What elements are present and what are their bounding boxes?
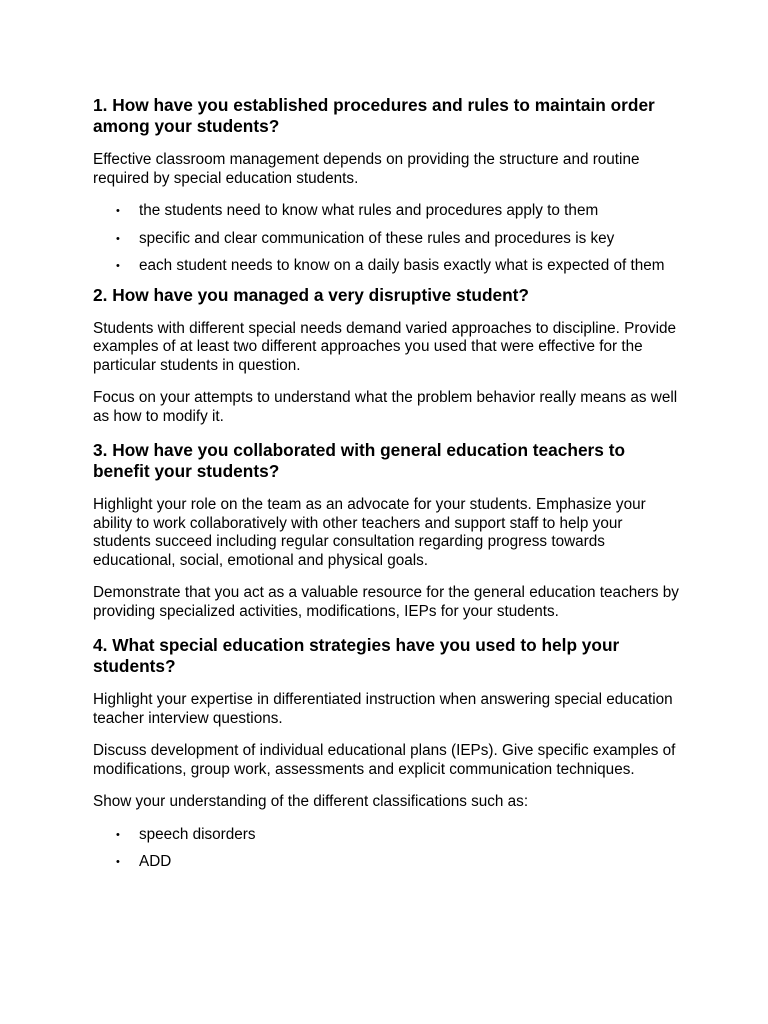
paragraph: Discuss development of individual educational plans (IEPs). Give specific examples of modifications, group work, assessments and explicit communication techniques. xyxy=(93,742,676,778)
paragraph: Focus on your attempts to understand what the problem behavior really means as well as how to modify it. xyxy=(93,389,678,425)
list-item xyxy=(93,257,683,276)
bullet-icon: • xyxy=(116,260,120,272)
section-heading: 3. How have you collaborated with general education teachers to benefit your students? xyxy=(93,440,626,481)
list-item-text: speech disorders xyxy=(139,825,256,843)
list-item xyxy=(93,202,683,221)
list-item xyxy=(93,826,683,845)
list-item-text: the students need to know what rules and procedures apply to them xyxy=(139,202,599,219)
section-heading: 2. How have you managed a very disruptive student? xyxy=(93,284,529,305)
paragraph: Effective classroom management depends on providing the structure and routine required by special education students. xyxy=(93,151,640,187)
section-3 xyxy=(93,440,683,621)
bullet-icon: • xyxy=(116,828,120,841)
section-2 xyxy=(93,285,683,427)
bullet-list xyxy=(93,826,683,872)
paragraph: Highlight your expertise in differentiated instruction when answering special education teacher interview questions. xyxy=(93,691,673,727)
bullet-icon: • xyxy=(116,205,120,217)
section-heading: 4. What special education strategies have you used to help your students? xyxy=(93,635,620,676)
paragraph: Students with different special needs demand varied approaches to discipline. Provide examples of at least two different approaches you used that were effective for the particular students in question. xyxy=(93,319,677,374)
list-item-text: specific and clear communication of these rules and procedures is key xyxy=(139,229,615,247)
document-page xyxy=(93,95,683,881)
paragraph: Highlight your role on the team as an advocate for your students. Emphasize your ability to work collaboratively with other teachers and support staff to help your students succeed including regular consultation regarding progress towards educational, social, emotional and physical goals. xyxy=(93,496,646,569)
bullet-list xyxy=(93,202,683,276)
section-4 xyxy=(93,635,683,872)
list-item xyxy=(93,853,683,872)
section-1 xyxy=(93,95,683,276)
paragraph: Show your understanding of the different classifications such as: xyxy=(93,793,529,810)
bullet-icon: • xyxy=(116,856,120,868)
section-heading: 1. How have you established procedures and rules to maintain order among your students? xyxy=(93,95,655,136)
list-item xyxy=(93,230,683,249)
bullet-icon: • xyxy=(116,232,120,245)
list-item-text: each student needs to know on a daily basis exactly what is expected of them xyxy=(139,257,665,274)
paragraph: Demonstrate that you act as a valuable resource for the general education teachers by providing specialized activities, modifications, IEPs for your students. xyxy=(93,584,679,620)
list-item-text: ADD xyxy=(139,853,172,870)
